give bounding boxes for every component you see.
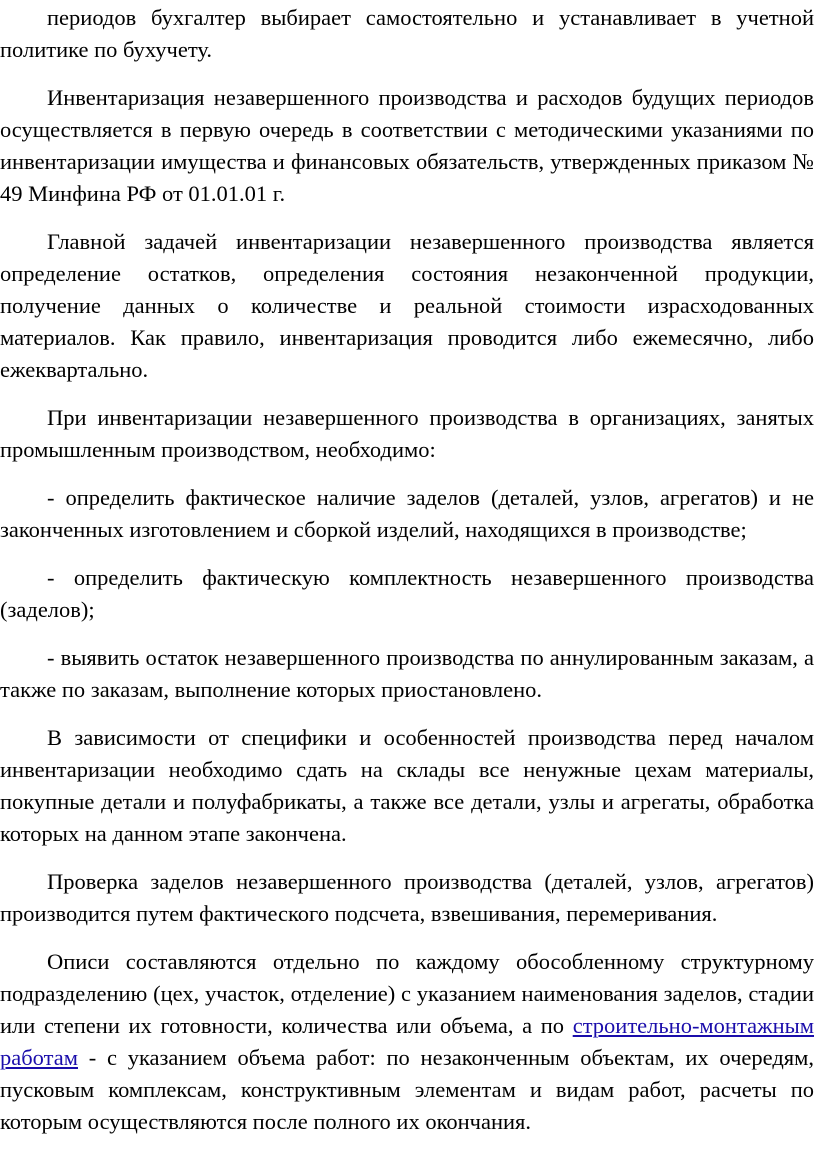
paragraph-6: Проверка заделов незавершенного производства (деталей, узлов, агрегатов) производится путем фактического подсчета, взвешивания, перемеривания.	[0, 869, 814, 926]
paragraph-2: Инвентаризация незавершенного производства и расходов будущих периодов осуществляется в первую очередь в соответствии с методическими указаниями по инвентаризации имущества и финансовых обязательств, утвержденных приказом № 49 Минфина РФ от 01.01.01 г.	[0, 85, 814, 206]
paragraph-5: В зависимости от специфики и особенностей производства перед началом инвентаризации необходимо сдать на склады все ненужные цехам материалы, покупные детали и полуфабрикаты, а также все детали, узлы и агрегаты, обработка которых на данном этапе закончена.	[0, 725, 814, 846]
paragraph-1: периодов бухгалтер выбирает самостоятельно и устанавливает в учетной политике по бухучету.	[0, 5, 814, 62]
list-item-1: - определить фактическое наличие заделов (деталей, узлов, агрегатов) и не законченных изготовлением и сборкой изделий, находящихся в производстве;	[0, 485, 814, 542]
paragraph-7-text-end: - с указанием объема работ: по незаконченным объектам, их очередям, пусковым комплексам, конструктивным элементам и видам работ, расчеты по которым осуществляются после полного их окончания.	[0, 1045, 814, 1134]
list-item-3: - выявить остаток незавершенного производства по аннулированным заказам, а также по заказам, выполнение которых приостановлено.	[0, 645, 814, 702]
list-item-2: - определить фактическую комплектность незавершенного производства (заделов);	[0, 565, 814, 622]
paragraph-4: При инвентаризации незавершенного производства в организациях, занятых промышленным производством, необходимо:	[0, 405, 814, 462]
paragraph-3: Главной задачей инвентаризации незавершенного производства является определение остатков, определения состояния незаконченной продукции, получение данных о количестве и реальной стоимости израсходованных материалов. Как правило, инвентаризация проводится либо ежемесячно, либо ежеквартально.	[0, 229, 814, 382]
paragraph-7-text-start: Описи составляются отдельно по каждому обособленному структурному подразделению (цех, участок, отделение) с указанием наименования заделов, стадии или степени их готовности, количества или объема, а по	[0, 949, 814, 1038]
construction-works-link[interactable]: строительно-монтажным работам	[0, 1013, 814, 1070]
paragraph-7	[0, 946, 814, 1138]
